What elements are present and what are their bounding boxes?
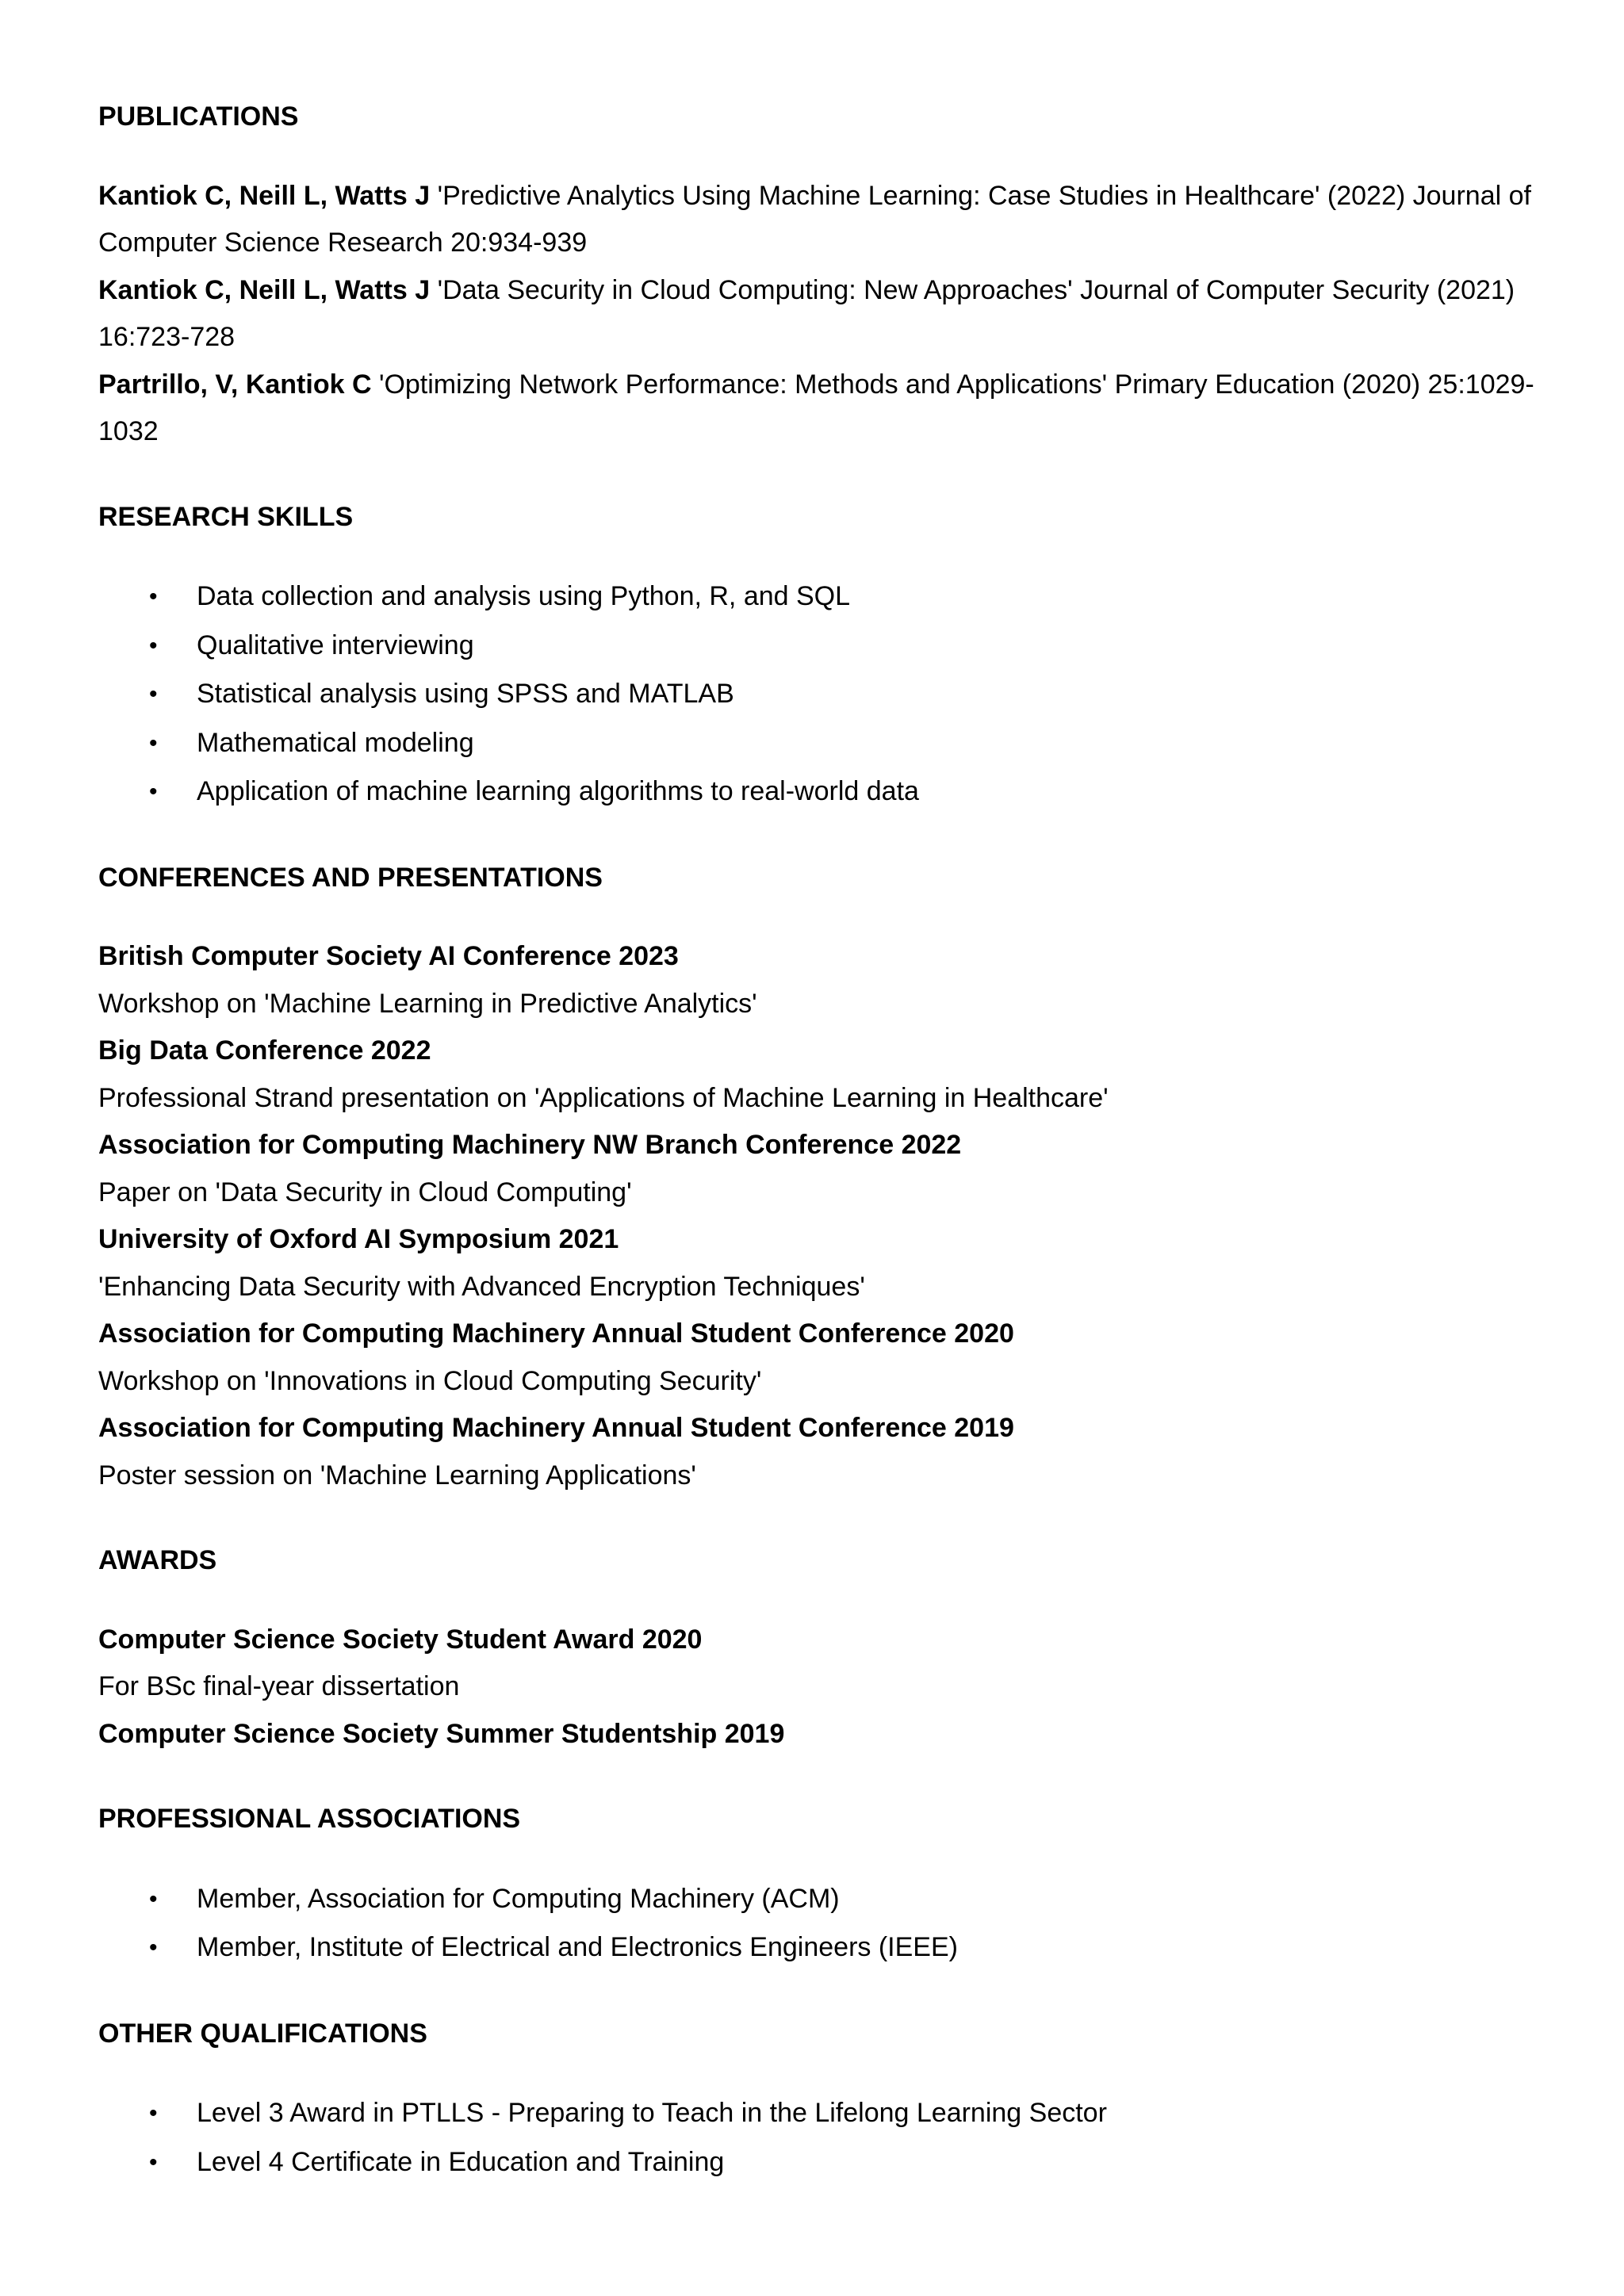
bullet-icon: • <box>149 2149 158 2175</box>
list-item: • Mathematical modeling <box>98 719 1549 768</box>
bullet-icon: • <box>149 729 158 756</box>
awards-list <box>98 1617 1549 1758</box>
bullet-icon: • <box>149 1885 158 1912</box>
list-item: • Level 4 Certificate in Education and Training <box>98 2138 1549 2187</box>
bullet-icon: • <box>149 2100 158 2126</box>
research-skills-heading: RESEARCH SKILLS <box>98 501 354 532</box>
other-qualifications-list <box>98 2089 1549 2187</box>
bullet-icon: • <box>149 632 158 659</box>
conference-title: University of Oxford AI Symposium 2021 <box>98 1224 619 1254</box>
conference-title: Association for Computing Machinery Annual Student Conference 2020 <box>98 1318 1014 1349</box>
conference-detail: Professional Strand presentation on 'Applications of Machine Learning in Healthcare' <box>98 1082 1109 1113</box>
conference-title: Big Data Conference 2022 <box>98 1035 431 1066</box>
award-detail: For BSc final-year dissertation <box>98 1671 460 1701</box>
bullet-icon: • <box>149 779 158 805</box>
list-item: • Member, Institute of Electrical and Electronics Engineers (IEEE) <box>98 1923 1549 1973</box>
publication-details: 'Optimizing Network Performance: Methods and Applications' Primary Education (2020) 25:1029-1032 <box>98 369 1534 446</box>
publication-authors: Partrillo, V, Kantiok C <box>98 369 372 400</box>
conference-detail: Workshop on 'Machine Learning in Predictive Analytics' <box>98 988 757 1019</box>
conference-title: Association for Computing Machinery NW Branch Conference 2022 <box>98 1130 962 1160</box>
list-item: • Application of machine learning algorithms to real-world data <box>98 767 1549 817</box>
research-skills-list <box>98 572 1549 817</box>
publications-heading: PUBLICATIONS <box>98 101 299 132</box>
professional-associations-heading: PROFESSIONAL ASSOCIATIONS <box>98 1804 521 1834</box>
other-qualifications-heading: OTHER QUALIFICATIONS <box>98 2018 427 2049</box>
conference-detail: Paper on 'Data Security in Cloud Computing' <box>98 1177 632 1207</box>
list-item: • Member, Association for Computing Machinery (ACM) <box>98 1875 1549 1924</box>
publication-authors: Kantiok C, Neill L, Watts J <box>98 180 431 211</box>
list-item: • Qualitative interviewing <box>98 622 1549 671</box>
list-item: • Statistical analysis using SPSS and MATLAB <box>98 670 1549 719</box>
professional-associations-list <box>98 1875 1549 1973</box>
list-item: • Level 3 Award in PTLLS - Preparing to Teach in the Lifelong Learning Sector <box>98 2089 1549 2138</box>
bullet-icon: • <box>149 584 158 610</box>
list-item: • Data collection and analysis using Python, R, and SQL <box>98 572 1549 622</box>
conference-title: British Computer Society AI Conference 2023 <box>98 941 679 971</box>
award-title: Computer Science Society Summer Studentship 2019 <box>98 1718 785 1749</box>
conference-detail: 'Enhancing Data Security with Advanced Encryption Techniques' <box>98 1271 865 1302</box>
conference-detail: Poster session on 'Machine Learning Applications' <box>98 1460 696 1490</box>
publication-entry <box>98 267 1549 362</box>
conferences-heading: CONFERENCES AND PRESENTATIONS <box>98 862 603 893</box>
awards-heading: AWARDS <box>98 1545 217 1575</box>
publication-details: 'Data Security in Cloud Computing: New Approaches' Journal of Computer Security (2021) 16:723-728 <box>98 274 1515 352</box>
publication-details: 'Predictive Analytics Using Machine Learning: Case Studies in Healthcare' (2022) Journal of Computer Science Research 20:934-939 <box>98 180 1531 258</box>
bullet-icon: • <box>149 1934 158 1961</box>
award-title: Computer Science Society Student Award 2020 <box>98 1624 703 1655</box>
conference-title: Association for Computing Machinery Annual Student Conference 2019 <box>98 1413 1014 1443</box>
cv-page <box>98 94 1549 2187</box>
conferences-list <box>98 933 1549 1499</box>
publication-authors: Kantiok C, Neill L, Watts J <box>98 274 431 305</box>
conference-detail: Workshop on 'Innovations in Cloud Computing Security' <box>98 1365 762 1396</box>
publication-entry <box>98 362 1549 456</box>
publication-entry <box>98 173 1549 267</box>
bullet-icon: • <box>149 681 158 707</box>
publications-list <box>98 173 1549 456</box>
